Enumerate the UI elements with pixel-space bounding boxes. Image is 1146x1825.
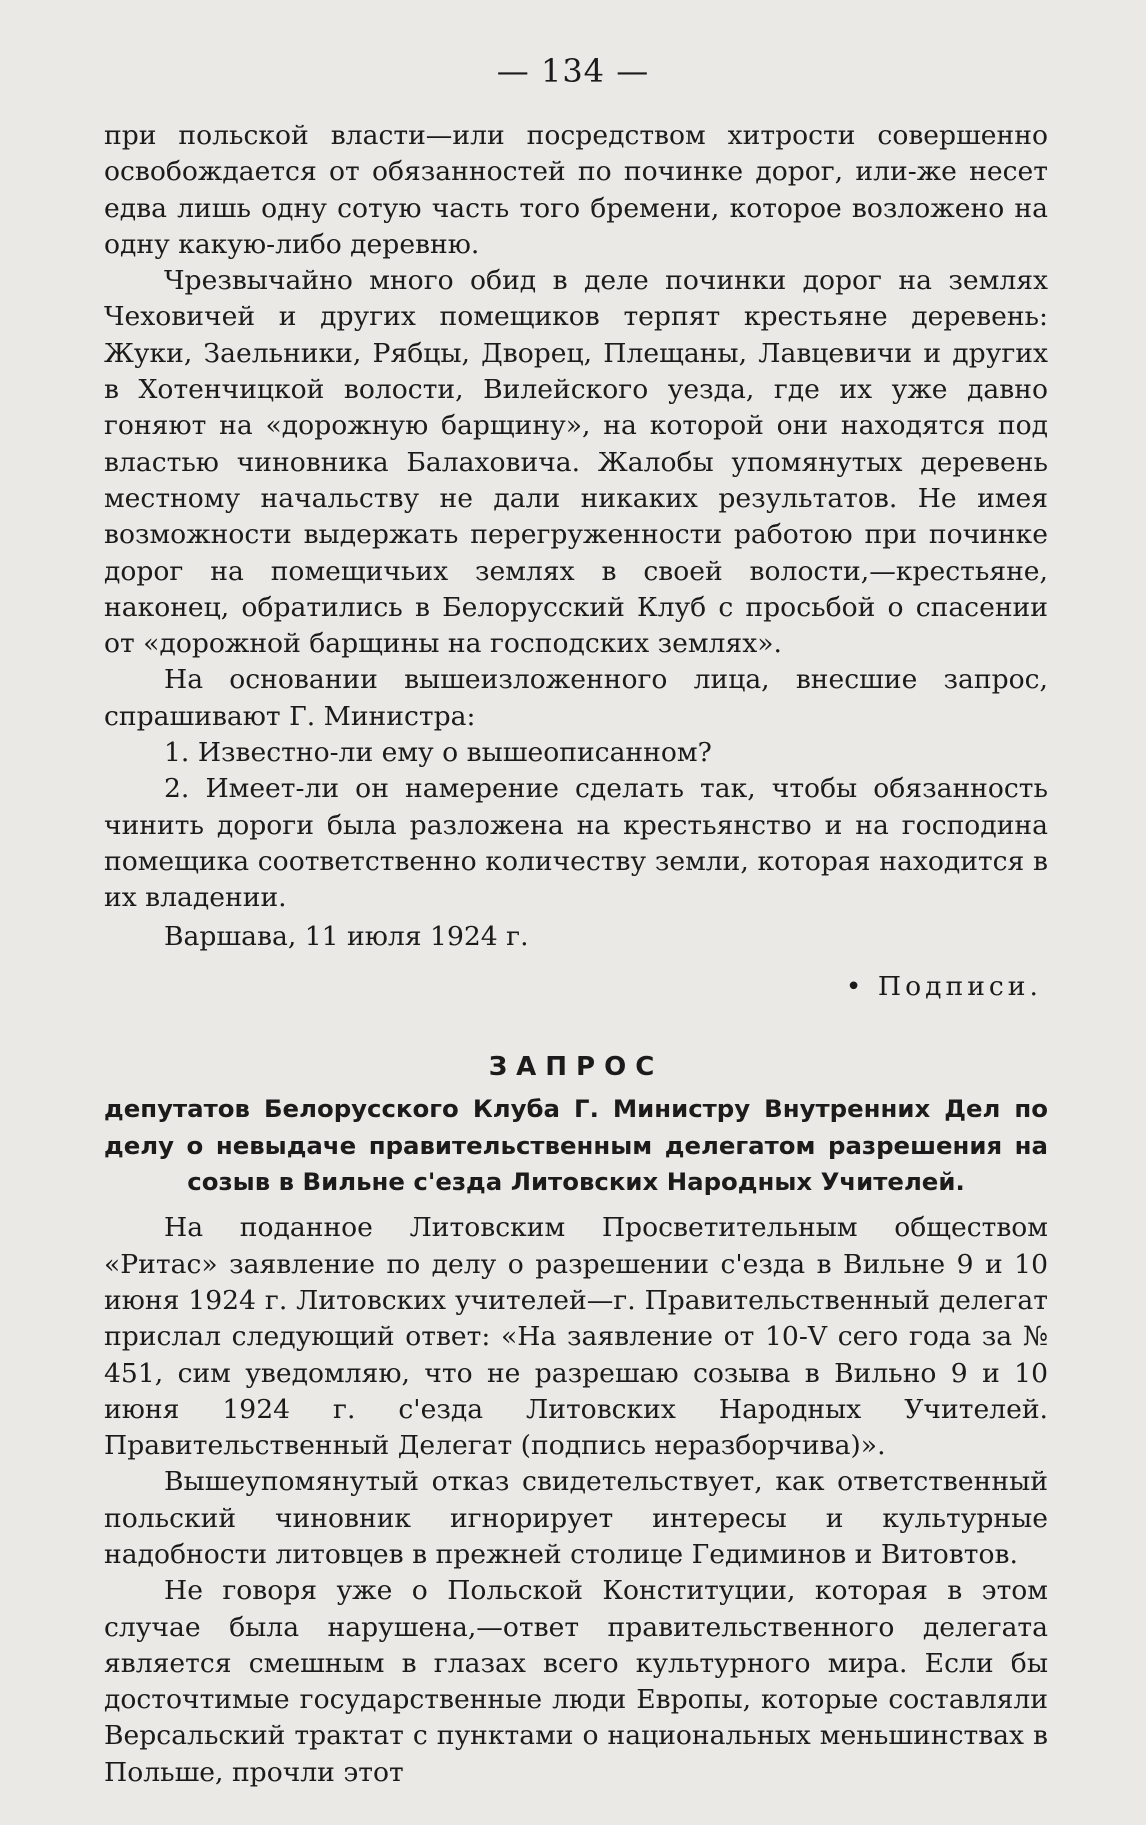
- paragraph-constitution: Не говоря уже о Польской Конституции, которая в этом случае была нарушена,—ответ правительственного делегата является смешным в глазах всего культурного мира. Если бы досточтимые государственные люди Европы, которые составляли Версальский трактат с пунктами о национальных меньшинствах в Польше, прочли этот: [104, 1575, 1048, 1788]
- date-line: Варшава, 11 июля 1924 г.: [164, 920, 529, 952]
- paragraph-ritas-application: На поданное Литовским Просветительным обществом «Ритас» заявление по делу о разрешении с'езда в Вильне 9 и 10 июня 1924 г. Литовских учителей—г. Правительственный делегат прислал следующий ответ: «На заявление от 10-V сего года за № 451, сим уведомляю, что не разрешаю созыва в Вильно 9 и 10 июня 1924 г. с'езда Литовских Народных Учителей. Правительственный Делегат (подпись неразборчива)».: [104, 1212, 1048, 1462]
- body-text: [104, 118, 1048, 1791]
- paragraph-road-grievances: Чрезвычайно много обид в деле починки дорог на землях Чеховичей и других помещиков терпят крестьяне деревень: Жуки, Заельники, Рябцы, Дворец, Плещаны, Лавцевичи и других в Хотенчицкой волости, Вилейского уезда, где их уже давно гоняют на «дорожную барщину», на которой они находятся под властью чиновника Балаховича. Жалобы упомянутых деревень местному начальству не дали никаких результатов. Не имея возможности выдержать перегруженности работою при починке дорог на помещичьих землях в своей волости,—крестьяне, наконец, обратились в Белорусский Клуб с просьбой о спасении от «дорожной барщины на господских землях».: [104, 265, 1048, 660]
- question-item-2: 2. Имеет-ли он намерение сделать так, чтобы обязанность чинить дороги была разложена на крестьянство и на господина помещика соответственно количеству земли, которая находится в их владении.: [104, 773, 1048, 914]
- section-subheading: депутатов Белорусского Клуба Г. Министру Внутренних Дел по делу о невыдаче правительственным делегатом разрешения на созыв в Вильне с'езда Литовских Народных Учителей.: [104, 1094, 1048, 1197]
- section-heading: ЗАПРОС: [488, 1052, 664, 1083]
- paragraph-refusal-comment: Вышеупомянутый отказ свидетельствует, как ответственный польский чиновник игнорирует интересы и культурные надобности литовцев в прежней столице Гедиминов и Витовтов.: [104, 1466, 1048, 1570]
- page-number: — 134 —: [496, 52, 650, 90]
- question-item-1: 1. Известно-ли ему о вышеописанном?: [164, 737, 712, 769]
- paragraph-inquiry-intro: На основании вышеизложенного лица, внесшие запрос, спрашивают Г. Министра:: [104, 664, 1048, 732]
- signature-line: • Подписи.: [845, 970, 1042, 1002]
- paragraph-continuation: при польской власти—или посредством хитрости совершенно освобождается от обязанностей по починке дорог, или-же несет едва лишь одну сотую часть того бремени, которое возложено на одну какую-либо деревню.: [104, 120, 1048, 260]
